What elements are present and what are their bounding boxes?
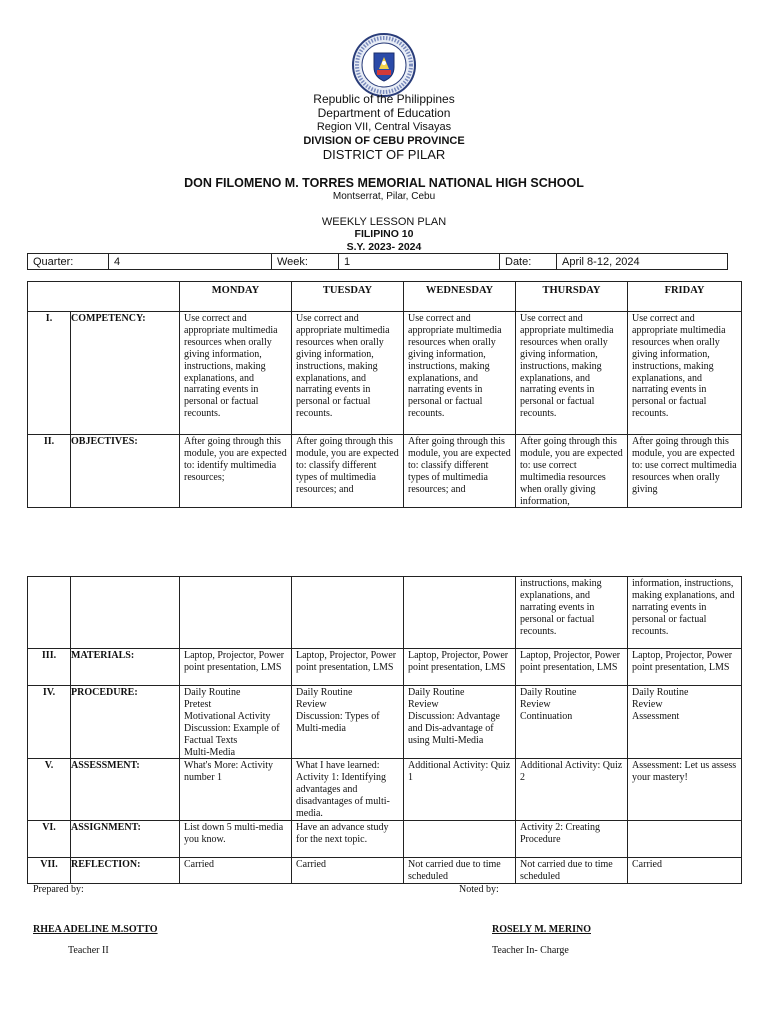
row-number: V. bbox=[28, 759, 71, 821]
noted-by-label: Noted by: bbox=[459, 884, 499, 895]
plan-cell: Use correct and appropriate multimedia resources when orally giving information, instructions, making explanations, and narrating events in personal or factual recounts. bbox=[628, 312, 742, 435]
plan-cell bbox=[628, 821, 742, 858]
reflection-row bbox=[28, 858, 742, 884]
plan-cell: Carried bbox=[180, 858, 292, 884]
header-department: Department of Education bbox=[317, 106, 451, 120]
plan-cell: After going through this module, you are expected to: identify multimedia resources; bbox=[180, 435, 292, 508]
row-label: PROCEDURE: bbox=[71, 686, 180, 759]
plan-cell: information, instructions, making explanations, and narrating events in personal or factual recounts. bbox=[628, 577, 742, 649]
document-title: WEEKLY LESSON PLAN bbox=[321, 216, 447, 228]
school-name: DON FILOMENO M. TORRES MEMORIAL NATIONAL HIGH SCHOOL bbox=[184, 176, 584, 190]
row-label: REFLECTION: bbox=[71, 858, 180, 884]
blank-cell bbox=[71, 577, 180, 649]
plan-cell bbox=[404, 821, 516, 858]
header-division: DIVISION OF CEBU PROVINCE bbox=[303, 135, 465, 147]
row-label: MATERIALS: bbox=[71, 649, 180, 686]
plan-cell: Activity 2: Creating Procedure bbox=[516, 821, 628, 858]
plan-cell: After going through this module, you are expected to: use correct multimedia resources when orally giving bbox=[628, 435, 742, 508]
plan-cell: Laptop, Projector, Power point presentation, LMS bbox=[180, 649, 292, 686]
header-country: Republic of the Philippines bbox=[313, 92, 455, 106]
week-value: 1 bbox=[339, 254, 500, 270]
plan-cell: Laptop, Projector, Power point presentation, LMS bbox=[628, 649, 742, 686]
day-header: FRIDAY bbox=[628, 282, 742, 312]
plan-cell: Daily Routine Review Continuation bbox=[516, 686, 628, 759]
plan-cell: What I have learned: Activity 1: Identifying advantages and disadvantages of multi-media. bbox=[292, 759, 404, 821]
plan-cell: What's More: Activity number 1 bbox=[180, 759, 292, 821]
plan-cell: Carried bbox=[628, 858, 742, 884]
plan-cell: Additional Activity: Quiz 1 bbox=[404, 759, 516, 821]
plan-cell: Not carried due to time scheduled bbox=[516, 858, 628, 884]
header-district: DISTRICT OF PILAR bbox=[322, 147, 446, 162]
quarter-label: Quarter: bbox=[28, 254, 109, 270]
date-value: April 8-12, 2024 bbox=[557, 254, 728, 270]
row-number: IV. bbox=[28, 686, 71, 759]
plan-cell bbox=[404, 577, 516, 649]
deped-seal-logo bbox=[352, 33, 416, 97]
row-number: II. bbox=[28, 435, 71, 508]
plan-cell: Daily Routine Pretest Motivational Activity Discussion: Example of Factual Texts Multi-Media bbox=[180, 686, 292, 759]
row-number: VI. bbox=[28, 821, 71, 858]
plan-cell: Use correct and appropriate multimedia resources when orally giving information, instructions, making explanations, and narrating events in personal or factual recounts. bbox=[292, 312, 404, 435]
day-header: MONDAY bbox=[180, 282, 292, 312]
noter-name: ROSELY M. MERINO bbox=[492, 924, 591, 935]
plan-cell: Daily Routine Review Assessment bbox=[628, 686, 742, 759]
plan-cell: After going through this module, you are expected to: classify different types of multimedia resources; and bbox=[404, 435, 516, 508]
day-header: THURSDAY bbox=[516, 282, 628, 312]
row-number: III. bbox=[28, 649, 71, 686]
plan-cell: Have an advance study for the next topic. bbox=[292, 821, 404, 858]
school-address: Montserrat, Pilar, Cebu bbox=[332, 191, 436, 202]
school-year: S.Y. 2023- 2024 bbox=[346, 241, 422, 253]
assignment-row bbox=[28, 821, 742, 858]
row-label: ASSESSMENT: bbox=[71, 759, 180, 821]
plan-cell: Laptop, Projector, Power point presentation, LMS bbox=[292, 649, 404, 686]
materials-row bbox=[28, 649, 742, 686]
noter-title: Teacher In- Charge bbox=[492, 945, 569, 956]
info-table bbox=[27, 253, 728, 270]
preparer-title: Teacher II bbox=[68, 945, 109, 956]
date-label: Date: bbox=[500, 254, 557, 270]
plan-cell: Laptop, Projector, Power point presentation, LMS bbox=[516, 649, 628, 686]
day-header: WEDNESDAY bbox=[404, 282, 516, 312]
day-header: TUESDAY bbox=[292, 282, 404, 312]
plan-cell: Use correct and appropriate multimedia resources when orally giving information, instructions, making explanations, and narrating events in personal or factual recounts. bbox=[404, 312, 516, 435]
prepared-by-label: Prepared by: bbox=[33, 884, 84, 895]
row-number: VII. bbox=[28, 858, 71, 884]
assessment-row bbox=[28, 759, 742, 821]
plan-cell: Use correct and appropriate multimedia resources when orally giving information, instructions, making explanations, and narrating events in personal or factual recounts. bbox=[180, 312, 292, 435]
plan-cell bbox=[180, 577, 292, 649]
plan-cell: Assessment: Let us assess your mastery! bbox=[628, 759, 742, 821]
competency-row bbox=[28, 312, 742, 435]
blank-header-cell bbox=[28, 282, 180, 312]
plan-cell: Daily Routine Review Discussion: Types of Multi-media bbox=[292, 686, 404, 759]
row-label: COMPETENCY: bbox=[71, 312, 180, 435]
plan-cell: instructions, making explanations, and narrating events in personal or factual recounts. bbox=[516, 577, 628, 649]
plan-cell: Additional Activity: Quiz 2 bbox=[516, 759, 628, 821]
procedure-row bbox=[28, 686, 742, 759]
blank-cell bbox=[28, 577, 71, 649]
objectives-row bbox=[28, 435, 742, 508]
plan-cell: Not carried due to time scheduled bbox=[404, 858, 516, 884]
plan-cell: Daily Routine Review Discussion: Advantage and Dis-advantage of using Multi-Media bbox=[404, 686, 516, 759]
row-label: OBJECTIVES: bbox=[71, 435, 180, 508]
header-region: Region VII, Central Visayas bbox=[316, 121, 452, 133]
plan-cell: Carried bbox=[292, 858, 404, 884]
row-label: ASSIGNMENT: bbox=[71, 821, 180, 858]
plan-cell: Laptop, Projector, Power point presentation, LMS bbox=[404, 649, 516, 686]
plan-cell: After going through this module, you are expected to: use correct multimedia resources when orally giving information, bbox=[516, 435, 628, 508]
preparer-name: RHEA ADELINE M.SOTTO bbox=[33, 924, 158, 935]
lesson-plan-table-page2 bbox=[27, 576, 742, 884]
plan-cell bbox=[292, 577, 404, 649]
subject-title: FILIPINO 10 bbox=[354, 228, 414, 240]
week-label: Week: bbox=[272, 254, 339, 270]
plan-cell: After going through this module, you are expected to: classify different types of multimedia resources; and bbox=[292, 435, 404, 508]
objectives-continued-row bbox=[28, 577, 742, 649]
plan-cell: Use correct and appropriate multimedia resources when orally giving information, instructions, making explanations, and narrating events in personal or factual recounts. bbox=[516, 312, 628, 435]
row-number: I. bbox=[28, 312, 71, 435]
lesson-plan-table-page1 bbox=[27, 281, 742, 508]
day-header-row bbox=[28, 282, 742, 312]
plan-cell: List down 5 multi-media you know. bbox=[180, 821, 292, 858]
quarter-value: 4 bbox=[109, 254, 272, 270]
